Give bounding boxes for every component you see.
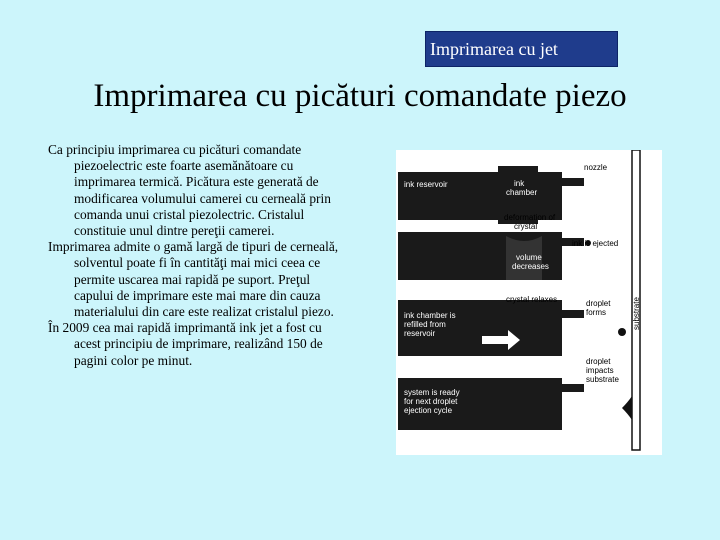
page-title: Imprimarea cu picături comandate piezo (93, 78, 627, 114)
label-refilled: ink chamber is refilled from reservoir (404, 311, 456, 338)
piezo-diagram (396, 150, 662, 455)
droplet-3 (622, 396, 632, 420)
body-text (48, 142, 344, 369)
label-droplet-forms: droplet forms (586, 299, 611, 317)
nozzle-shape (562, 178, 584, 186)
paragraph-1: Ca principiu imprimarea cu picături comandate piezoelectric este foarte asemănătoare cu imprimarea termică. Picătura este generată de modificarea volumului camerei cu cerneală prin comanda unui cristal piezolectric. Cristalul constituie unul dintre pereţii camerei. (48, 142, 331, 239)
label-deformation: deformation of crystal (504, 213, 556, 231)
label-droplet-impacts: droplet impacts substrate (586, 357, 619, 384)
label-volume: volume decreases (512, 253, 549, 271)
paragraph-2: Imprimarea admite o gamă largă de tipuri de cerneală, solventul poate fi în cantităţi mai mici ceea ce permite uscarea mai rapidă pe suport. Preţul capului de imprimare este mai mare din cauza materialului din care este realizat cristalul piezo. (48, 239, 339, 320)
section-badge-label: Imprimarea cu jet (430, 39, 558, 59)
droplet-2 (618, 328, 626, 336)
section-badge (425, 31, 618, 67)
label-ink-chamber: ink chamber (506, 179, 538, 197)
paragraph-3: În 2009 cea mai rapidă imprimantă ink jet a fost cu acest principiu de imprimare, realizând 150 de pagini color pe minut. (48, 320, 323, 368)
label-system-ready: system is ready for next droplet ejection cycle (404, 388, 460, 415)
label-nozzle: nozzle (584, 163, 608, 172)
label-ink-ejected: ink is ejected (572, 239, 619, 248)
label-substrate: substrate (632, 297, 641, 330)
label-ink-reservoir: ink reservoir (404, 180, 448, 189)
label-crystal-relaxes: crystal relaxes (506, 295, 558, 304)
